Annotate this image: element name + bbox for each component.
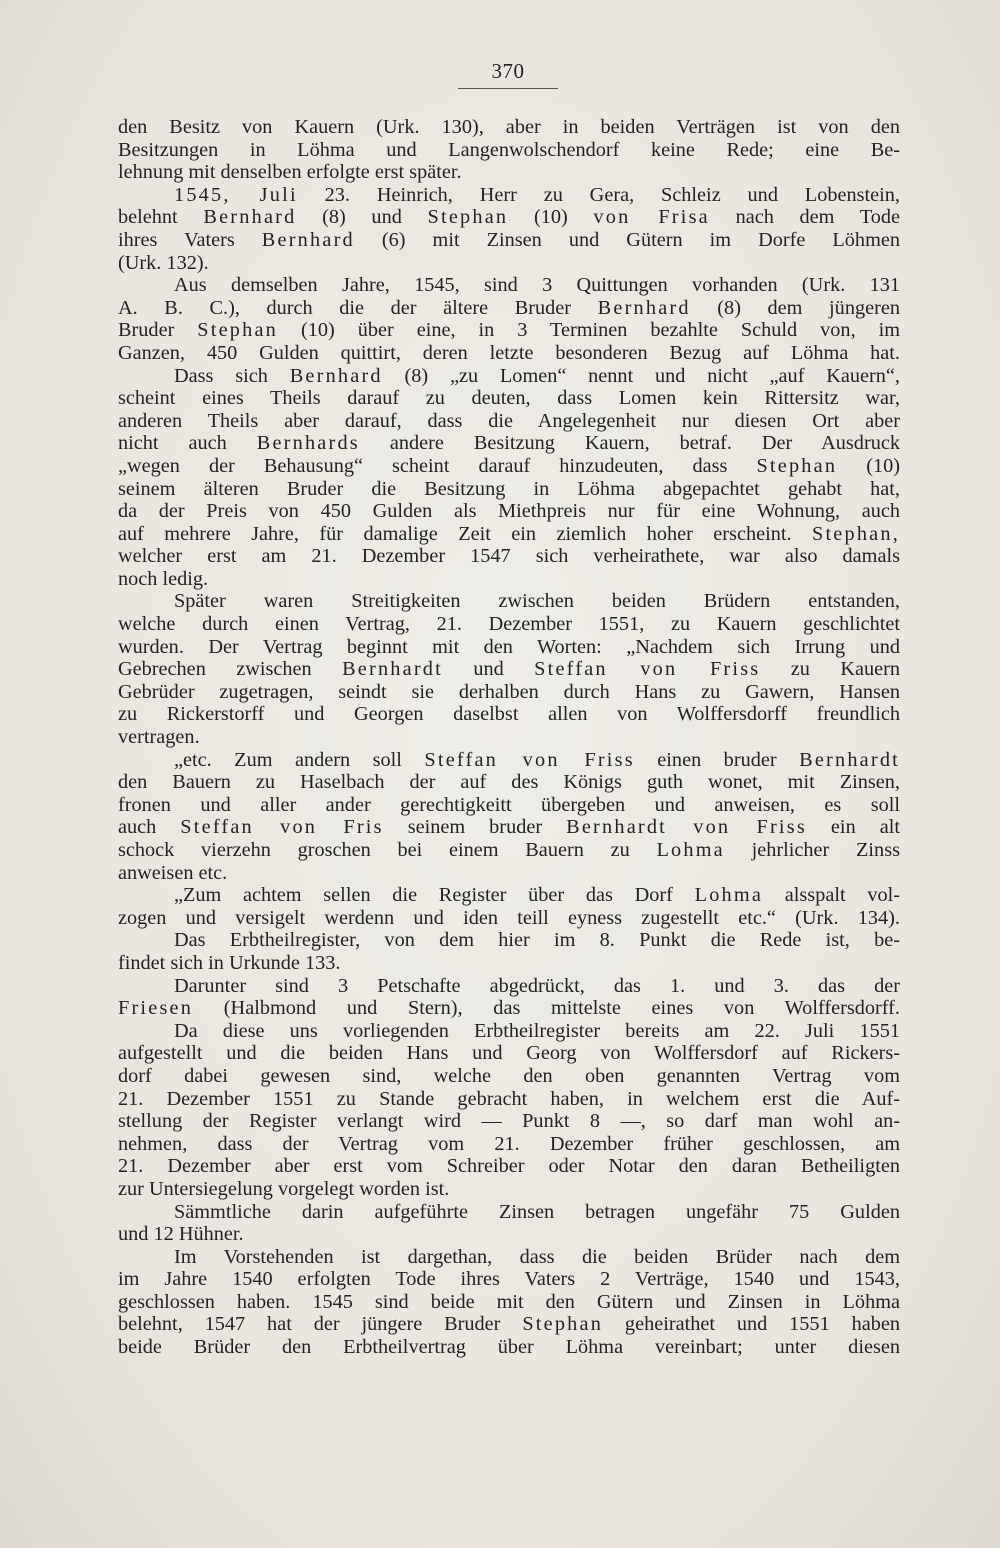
spaced-name: Bernhard <box>289 364 383 387</box>
text-line <box>118 274 900 297</box>
text-line <box>118 1336 900 1359</box>
text-segment: auch <box>118 816 181 839</box>
text-segment: anweisen etc. <box>118 861 228 884</box>
text-line <box>118 1246 900 1269</box>
text-segment: aufgestellt und die beiden Hans und Georg von Wolffersdorf auf Rickers- <box>118 1042 900 1065</box>
spaced-name: Bernhardt von Friss <box>566 816 807 839</box>
text-segment: seinem älteren Bruder die Besitzung in Löhma abgepachtet gehabt hat, <box>118 477 900 500</box>
spaced-name: Friesen <box>118 997 194 1020</box>
text-line <box>118 252 900 275</box>
text-segment: „wegen der Behausung“ scheint darauf hinzudeuten, dass <box>118 454 757 477</box>
text-segment: (8) und <box>296 206 428 229</box>
text-line <box>118 590 900 613</box>
text-segment: nach dem Tode <box>709 206 900 229</box>
text-segment: „etc. Zum andern soll <box>174 748 425 771</box>
spaced-name: Stephan <box>522 1313 604 1336</box>
text-line <box>118 432 900 455</box>
text-segment: 23. Heinrich, Herr zu Gera, Schleiz und Lobenstein, <box>297 183 900 206</box>
text-line <box>118 1178 900 1201</box>
text-line <box>118 500 900 523</box>
text-line <box>118 478 900 501</box>
text-segment: seinem bruder <box>383 816 567 839</box>
text-segment: 21. Dezember 1551 zu Stande gebracht haben, in welchem erst die Auf- <box>118 1087 900 1110</box>
text-segment: geschlossen haben. 1545 sind beide mit den Gütern und Zinsen in Löhma <box>118 1290 900 1313</box>
text-line <box>118 568 900 591</box>
text-line <box>118 929 900 952</box>
spaced-name: Stephan, <box>811 522 900 545</box>
text-line <box>118 862 900 885</box>
text-line <box>118 703 900 726</box>
text-segment: zur Untersiegelung vorgelegt worden ist. <box>118 1177 450 1200</box>
text-segment: belehnt <box>118 206 204 229</box>
text-segment: A. B. C.), durch die der ältere Bruder <box>118 296 598 319</box>
text-line <box>118 1268 900 1291</box>
spaced-name: Steffan von Friss <box>534 658 761 681</box>
text-segment: Später waren Streitigkeiten zwischen beiden Brüdern entstanden, <box>174 590 900 613</box>
text-segment: „Zum achtem sellen die Register über das Dorf <box>174 884 695 907</box>
text-line <box>118 816 900 839</box>
text-segment: jehrlicher Zinss <box>724 839 900 861</box>
page-number-rule <box>458 88 558 89</box>
text-segment: den Bauern zu Haselbach der auf des Königs guth wonet, mit Zinsen, <box>118 771 900 794</box>
text-segment: Ganzen, 450 Gulden quittirt, deren letzte besonderen Bezug auf Löhma hat. <box>118 341 900 364</box>
spaced-name: Bernhard <box>261 228 355 251</box>
text-line <box>118 636 900 659</box>
text-line <box>118 907 900 930</box>
text-segment: da der Preis von 450 Gulden als Miethpreis nur für eine Wohnung, auch <box>118 500 900 523</box>
text-line <box>118 184 900 207</box>
text-segment: welche durch einen Vertrag, 21. Dezember 1551, zu Kauern geschlichtet <box>118 613 900 636</box>
text-line <box>118 365 900 388</box>
spaced-name: Bernhard <box>597 296 691 319</box>
spaced-name: Steffan von Fris <box>180 816 384 839</box>
text-segment: alsspalt vol- <box>763 884 900 907</box>
text-line <box>118 1042 900 1065</box>
text-segment: nicht auch <box>118 432 257 455</box>
spaced-name: Lohma <box>656 839 725 861</box>
text-line <box>118 952 900 975</box>
text-segment: Sämmtliche darin aufgeführte Zinsen betragen ungefähr 75 Gulden <box>174 1200 900 1223</box>
text-segment: (8) „zu Lomen“ nennt und nicht „auf Kauern“, <box>382 364 900 387</box>
text-line <box>118 1133 900 1156</box>
text-segment: (Urk. 132). <box>118 251 209 274</box>
text-segment: zu Rickerstorff und Georgen daselbst allen von Wolffersdorff freundlich <box>118 703 900 726</box>
spaced-name: Bernhardt <box>342 658 443 681</box>
text-segment: (10) über eine, in 3 Terminen bezahlte Schuld von, im <box>278 319 900 342</box>
text-segment: zu Kauern <box>760 658 900 681</box>
text-segment: (6) mit Zinsen und Gütern im Dorfe Löhmen <box>354 228 900 251</box>
text-line <box>118 297 900 320</box>
text-segment: fronen und aller ander gerechtigkeitt übergeben und anweisen, es soll <box>118 793 900 816</box>
text-line <box>118 839 900 862</box>
text-segment: (Halbmond und Stern), das mittelste eines von Wolffersdorff. <box>193 997 900 1020</box>
text-line <box>118 229 900 252</box>
text-line <box>118 771 900 794</box>
text-segment: Gebrüder zugetragen, seindt sie derhalben durch Hans zu Gawern, Hansen <box>118 680 900 703</box>
spaced-name: 1545, Juli <box>174 183 298 206</box>
text-line <box>118 342 900 365</box>
text-segment: noch ledig. <box>118 567 209 590</box>
text-line <box>118 975 900 998</box>
text-line <box>118 884 900 907</box>
text-line <box>118 1110 900 1133</box>
text-line <box>118 681 900 704</box>
text-line <box>118 613 900 636</box>
text-segment: lehnung mit denselben erfolgte erst später. <box>118 161 462 184</box>
text-segment: belehnt, 1547 hat der jüngere Bruder <box>118 1313 523 1336</box>
text-line <box>118 116 900 139</box>
text-segment: stellung der Register verlangt wird — Punkt 8 —, so darf man wohl an- <box>118 1110 900 1133</box>
text-line <box>118 726 900 749</box>
text-segment: dorf dabei gewesen sind, welche den oben genannten Vertrag vom <box>118 1064 900 1087</box>
text-line <box>118 161 900 184</box>
text-segment: und 12 Hühner. <box>118 1223 244 1246</box>
text-segment: findet sich in Urkunde 133. <box>118 951 341 974</box>
text-segment: Darunter sind 3 Petschafte abgedrückt, das 1. und 3. das der <box>174 974 900 997</box>
text-segment: schock vierzehn groschen bei einem Bauern zu <box>118 839 657 861</box>
text-segment: auf mehrere Jahre, für damalige Zeit ein ziemlich hoher erscheint. <box>118 522 812 545</box>
text-line <box>118 1313 900 1336</box>
text-segment: (8) dem jüngeren <box>690 296 900 319</box>
text-segment: Bruder <box>118 319 198 342</box>
text-segment: geheirathet und 1551 haben <box>603 1313 900 1336</box>
text-segment: vertragen. <box>118 726 200 749</box>
text-segment: im Jahre 1540 erfolgten Tode ihres Vaters 2 Verträge, 1540 und 1543, <box>118 1268 900 1291</box>
spaced-name: Bernhardt <box>799 748 900 771</box>
text-line <box>118 749 900 772</box>
text-line <box>118 1088 900 1111</box>
text-line <box>118 319 900 342</box>
text-line <box>118 658 900 681</box>
text-line <box>118 410 900 433</box>
text-segment: und <box>442 658 535 681</box>
text-segment: beide Brüder den Erbtheilvertrag über Löhma vereinbart; unter diesen <box>118 1336 900 1359</box>
text-line <box>118 455 900 478</box>
text-line <box>118 387 900 410</box>
text-segment: nehmen, dass der Vertrag vom 21. Dezember früher geschlossen, am <box>118 1132 900 1155</box>
text-line <box>118 139 900 162</box>
text-line <box>118 794 900 817</box>
text-segment: andere Besitzung Kauern, betraf. Der Ausdruck <box>359 432 900 455</box>
text-segment: wurden. Der Vertrag beginnt mit den Worten: „Nachdem sich Irrung und <box>118 635 900 658</box>
spaced-name: Stephan <box>427 206 509 229</box>
spaced-name: Bernhards <box>256 432 360 455</box>
text-line <box>118 1201 900 1224</box>
text-line <box>118 206 900 229</box>
text-segment: ein alt <box>806 816 900 839</box>
spaced-name: Stephan <box>756 454 838 477</box>
text-segment: Im Vorstehenden ist dargethan, dass die beiden Brüder nach dem <box>174 1245 900 1268</box>
text-segment: Gebrechen zwischen <box>118 658 343 681</box>
text-segment: Das Erbtheilregister, von dem hier im 8. Punkt die Rede ist, be- <box>174 929 900 952</box>
text-line <box>118 523 900 546</box>
spaced-name: Bernhard <box>203 206 297 229</box>
page-number: 370 <box>491 59 525 83</box>
text-line <box>118 545 900 568</box>
text-segment: den Besitz von Kauern (Urk. 130), aber in beiden Verträgen ist von den <box>118 116 900 138</box>
spaced-name: Stephan <box>197 319 279 342</box>
text-segment: 21. Dezember aber erst vom Schreiber oder Notar den daran Betheiligten <box>118 1155 900 1178</box>
text-segment: ihres Vaters <box>118 228 262 251</box>
text-segment: Dass sich <box>174 364 290 387</box>
text-segment: Aus demselben Jahre, 1545, sind 3 Quittungen vorhanden (Urk. 131 <box>174 274 900 297</box>
text-segment: welcher erst am 21. Dezember 1547 sich verheirathete, war also damals <box>118 545 900 568</box>
text-line <box>118 1065 900 1088</box>
text-line <box>118 1223 900 1246</box>
spaced-name: Lohma <box>694 884 764 907</box>
text-segment: anderen Theils aber darauf, dass die Angelegenheit nur diesen Ort aber <box>118 409 900 432</box>
text-segment: Da diese uns vorliegenden Erbtheilregister bereits am 22. Juli 1551 <box>174 1019 900 1042</box>
body-text <box>118 116 900 1359</box>
text-segment: (10) <box>508 206 594 229</box>
text-segment: zogen und versigelt werdenn und iden teill eyness zugestellt etc.“ (Urk. 134). <box>118 906 900 929</box>
text-segment: (10) <box>837 454 900 477</box>
text-segment: scheint eines Theils darauf zu deuten, dass Lomen kein Rittersitz war, <box>118 387 900 410</box>
spaced-name: Steffan von Friss <box>424 748 635 771</box>
text-line <box>118 1155 900 1178</box>
text-segment: einen bruder <box>634 748 800 771</box>
text-line <box>118 997 900 1020</box>
spaced-name: von Frisa <box>593 206 710 229</box>
text-segment: Besitzungen in Löhma und Langenwolschendorf keine Rede; eine Be- <box>118 138 900 161</box>
text-line <box>118 1020 900 1043</box>
text-line <box>118 1291 900 1314</box>
